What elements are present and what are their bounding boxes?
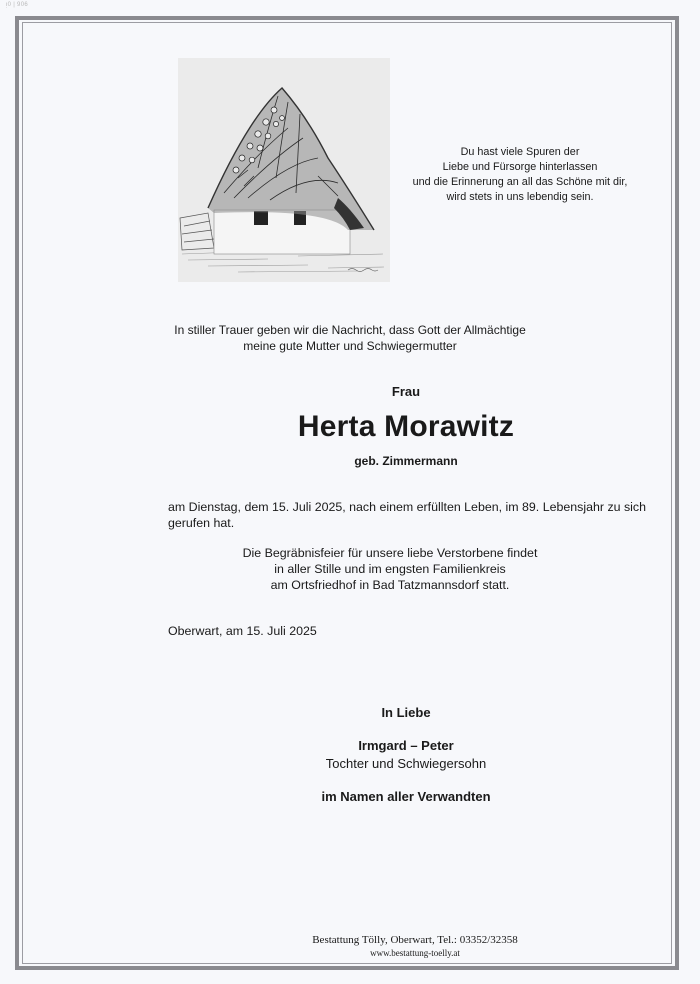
intro-line: In stiller Trauer geben wir die Nachricht, dass Gott der Allmächtige: [174, 323, 526, 337]
intro-line: meine gute Mutter und Schwiegermutter: [243, 339, 457, 353]
funeral-home-website[interactable]: www.bestattung-toelly.at: [370, 948, 460, 958]
mourner-relation: Tochter und Schwiegersohn: [325, 756, 487, 771]
in-love-heading: In Liebe: [381, 705, 431, 720]
mourners: [0, 737, 700, 773]
funeral-home-contact: Bestattung Tölly, Oberwart, Tel.: 03352/32358: [312, 934, 518, 946]
funeral-line: Die Begräbnisfeier für unsere liebe Verstorbene findet: [242, 546, 538, 560]
funeral-line: in aller Stille und im engsten Familienkreis: [274, 562, 506, 576]
poem-line: Du hast viele Spuren der: [460, 146, 580, 158]
salutation: Frau: [391, 384, 421, 399]
poem-line: Liebe und Fürsorge hinterlassen: [442, 161, 598, 173]
deceased-name: Herta Morawitz: [297, 410, 515, 443]
death-notice: am Dienstag, dem 15. Juli 2025, nach einem erfüllten Leben, im 89. Lebensjahr zu sich gerufen hat.: [168, 500, 647, 530]
document-code: ᴉ0 | 906: [6, 2, 28, 8]
relatives-line: im Namen aller Verwandten: [321, 789, 491, 804]
mourner-names: Irmgard – Peter: [358, 738, 454, 753]
poem-line: wird stets in uns lebendig sein.: [446, 191, 594, 203]
place-and-date: Oberwart, am 15. Juli 2025: [168, 624, 317, 638]
cottage-sketch-image: [178, 58, 390, 282]
funeral-details: [190, 545, 590, 593]
poem-verse: [400, 145, 640, 205]
funeral-line: am Ortsfriedhof in Bad Tatzmannsdorf statt.: [270, 578, 510, 592]
poem-line: und die Erinnerung an all das Schöne mit dir,: [412, 176, 628, 188]
funeral-home-footer: [230, 934, 600, 960]
birth-name: geb. Zimmermann: [354, 454, 458, 468]
announcement-intro: [140, 322, 560, 354]
